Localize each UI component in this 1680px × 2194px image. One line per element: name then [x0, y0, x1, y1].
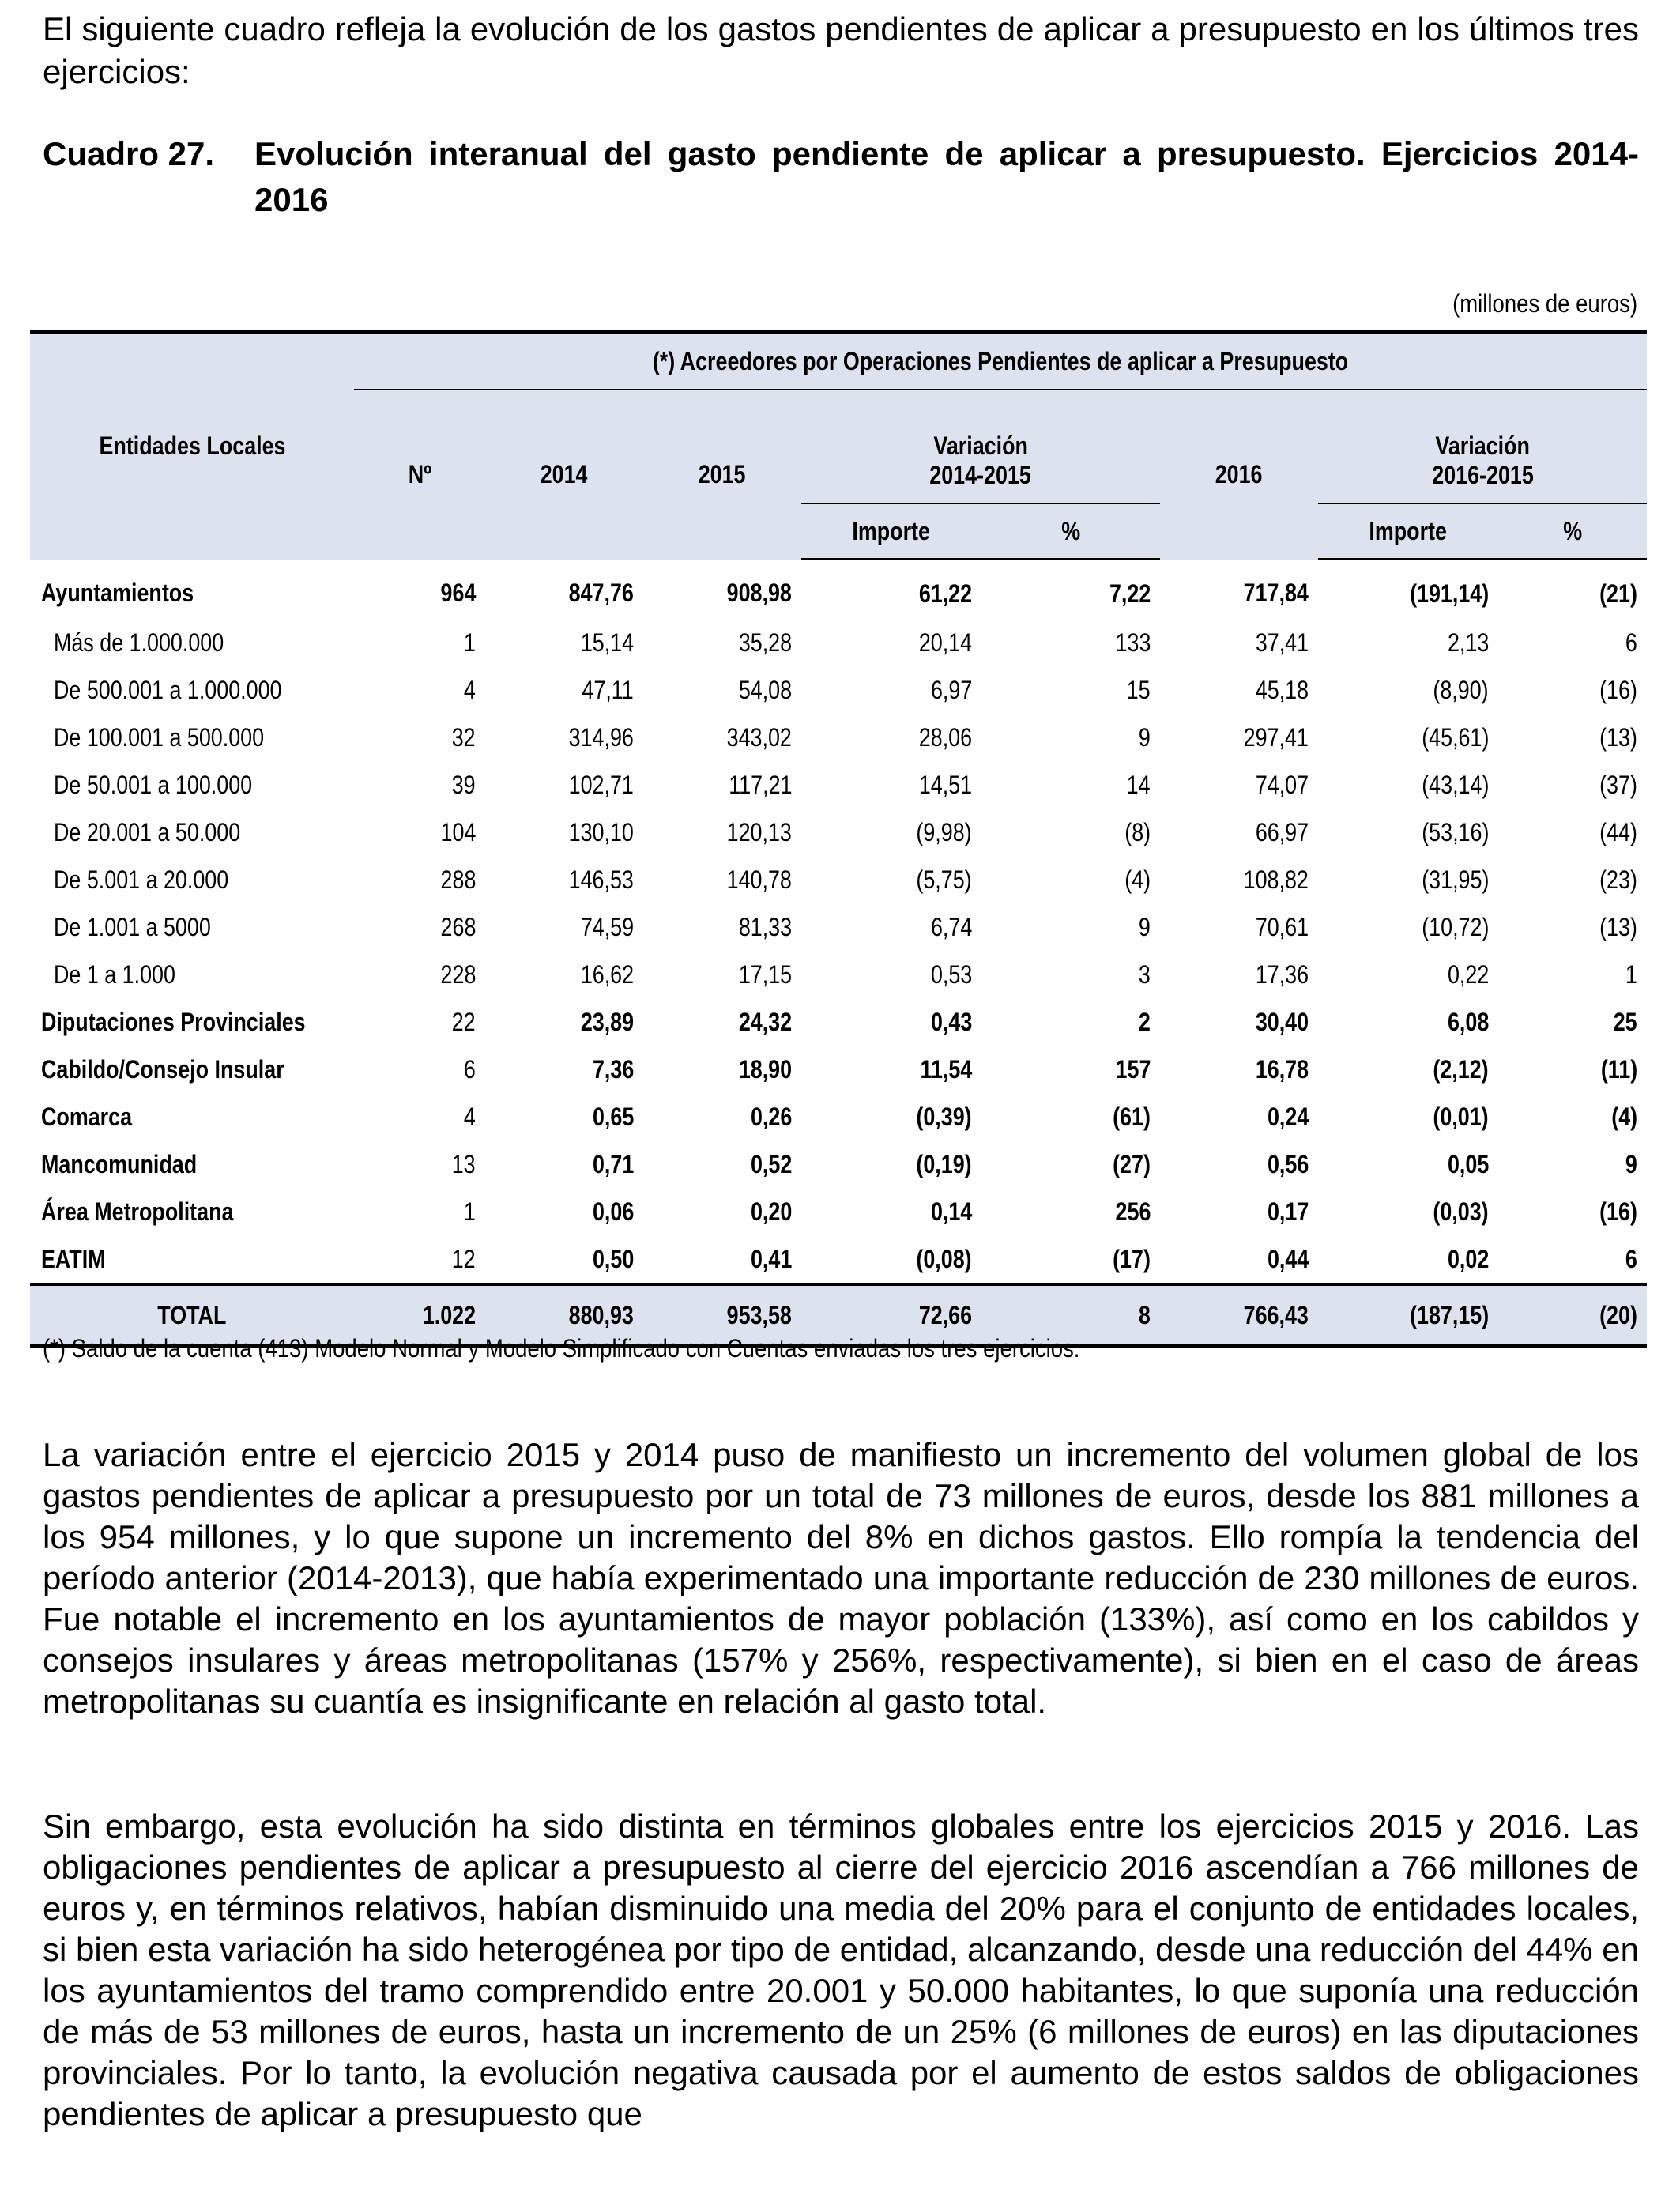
row-name: Comarca: [41, 1102, 133, 1131]
row-2015: 81,33: [738, 912, 792, 941]
caption-number: Cuadro 27.: [43, 135, 215, 172]
row-2014: 847,76: [568, 578, 634, 607]
table-row: [30, 903, 1647, 951]
row-2015: 343,02: [726, 722, 792, 752]
row-importe-1: 6,97: [930, 675, 972, 704]
row-2015: 54,08: [738, 675, 792, 704]
table-row: [30, 761, 1647, 809]
row-importe-2: (53,16): [1421, 817, 1489, 846]
row-2014: 130,10: [568, 817, 634, 846]
row-n: 1: [464, 1197, 476, 1226]
row-name: Área Metropolitana: [41, 1197, 234, 1226]
row-pct-2: 6: [1625, 1244, 1638, 1273]
row-2015: 0,41: [750, 1244, 792, 1273]
row-pct-1: (61): [1113, 1102, 1151, 1131]
total-2014: 880,93: [485, 1284, 643, 1346]
row-2016: 0,24: [1267, 1102, 1309, 1131]
row-n: 228: [440, 959, 476, 989]
row-importe-1: 28,06: [918, 722, 972, 752]
row-pct-1: 9: [1139, 912, 1151, 941]
row-importe-2: (0,01): [1433, 1102, 1489, 1131]
row-importe-1: (0,08): [916, 1244, 972, 1273]
row-name: De 500.001 a 1.000.000: [54, 675, 282, 704]
row-pct-1: 3: [1139, 959, 1151, 989]
row-importe-2: (191,14): [1409, 579, 1489, 608]
row-n: 12: [452, 1244, 476, 1273]
expense-table: [30, 330, 1647, 1348]
row-2015: 24,32: [738, 1007, 792, 1036]
header-2016: 2016: [1160, 390, 1318, 560]
row-n: 268: [440, 912, 476, 941]
row-2016: 717,84: [1243, 578, 1309, 607]
row-name: De 100.001 a 500.000: [54, 722, 265, 752]
row-pct-2: (37): [1599, 770, 1638, 799]
row-pct-1: 2: [1139, 1007, 1151, 1036]
row-importe-1: 0,14: [930, 1197, 972, 1226]
row-importe-2: 2,13: [1447, 628, 1489, 657]
row-2014: 23,89: [580, 1007, 634, 1036]
row-pct-2: (44): [1599, 817, 1638, 846]
row-2015: 908,98: [726, 578, 792, 607]
row-name: De 50.001 a 100.000: [54, 770, 253, 799]
row-2016: 30,40: [1255, 1007, 1309, 1036]
row-2016: 37,41: [1255, 628, 1309, 657]
row-importe-2: (31,95): [1421, 865, 1489, 894]
row-pct-1: 9: [1139, 722, 1151, 752]
total-2015: 953,58: [643, 1284, 801, 1346]
row-pct-2: 25: [1614, 1007, 1638, 1036]
row-n: 6: [464, 1054, 476, 1084]
row-pct-2: (13): [1599, 912, 1638, 941]
header-importe-2: Importe: [1318, 503, 1498, 560]
row-pct-1: 15: [1127, 675, 1151, 704]
row-importe-1: 11,54: [920, 1054, 972, 1084]
header-pct-1: %: [981, 503, 1160, 560]
row-n: 104: [440, 817, 476, 846]
row-importe-1: (5,75): [916, 865, 972, 894]
row-2014: 74,59: [580, 912, 634, 941]
table-row: [30, 1188, 1647, 1235]
row-importe-1: 0,43: [930, 1007, 972, 1036]
row-importe-2: (43,14): [1421, 770, 1489, 799]
row-name: Ayuntamientos: [41, 578, 194, 607]
table-caption: [43, 131, 1639, 223]
row-2016: 108,82: [1243, 865, 1309, 894]
table-row: [30, 809, 1647, 856]
total-pct-1: 8: [981, 1284, 1160, 1346]
row-2015: 0,26: [750, 1102, 792, 1131]
row-2015: 120,13: [726, 817, 792, 846]
row-pct-2: (13): [1599, 722, 1638, 752]
row-pct-1: 133: [1115, 628, 1151, 657]
table-row: [30, 1140, 1647, 1188]
row-pct-2: (21): [1599, 579, 1638, 608]
row-pct-2: (11): [1600, 1054, 1638, 1084]
row-2014: 15,14: [580, 628, 634, 657]
body-paragraph-2: Sin embargo, esta evolución ha sido distinta en términos globales entre los ejercicios 2015 y 2016. Las obligaciones pendientes de aplicar a presupuesto al cierre del ejercicio 2016 ascendían a 766 millones de euros y, en términos relativos, habían disminuido una media del 20% para el conjunto de entidades locales, si bien esta variación ha sido heterogénea por tipo de entidad, alcanzando, desde una reducción del 44% en los ayuntamientos del tramo comprendido entre 20.001 y 50.000 habitantes, lo que suponía una reducción de más de 53 millones de euros, hasta un incremento de un 25% (6 millones de euros) en las diputaciones provinciales. Por lo tanto, la evolución negativa causada por el aumento de estos saldos de obligaciones pendientes de aplicar a presupuesto que: [43, 1808, 1639, 2132]
total-importe-1: 72,66: [801, 1284, 981, 1346]
row-2014: 16,62: [580, 959, 634, 989]
units-label: (millones de euros): [1452, 289, 1637, 318]
row-n: 1: [464, 628, 476, 657]
row-name: Diputaciones Provinciales: [41, 1007, 306, 1036]
row-name: De 20.001 a 50.000: [54, 817, 241, 846]
row-2016: 17,36: [1255, 959, 1309, 989]
row-name: Cabildo/Consejo Insular: [41, 1054, 284, 1084]
total-2016: 766,43: [1160, 1284, 1318, 1346]
row-n: 4: [464, 675, 476, 704]
row-2014: 0,06: [592, 1197, 634, 1226]
row-2014: 102,71: [568, 770, 634, 799]
row-2014: 314,96: [568, 722, 634, 752]
total-importe-2: (187,15): [1318, 1284, 1498, 1346]
header-2015: 2015: [643, 390, 801, 560]
row-pct-2: (4): [1611, 1102, 1638, 1131]
header-variation-2016-2015: Variación 2016-2015: [1318, 390, 1647, 503]
row-name: De 5.001 a 20.000: [54, 865, 229, 894]
row-2014: 0,50: [592, 1244, 634, 1273]
header-2014: 2014: [485, 390, 643, 560]
header-variation-2014-2015: Variación 2014-2015: [801, 390, 1160, 503]
row-2015: 0,52: [750, 1149, 792, 1178]
row-pct-1: (17): [1113, 1244, 1151, 1273]
row-pct-1: (8): [1124, 817, 1151, 846]
row-importe-2: (45,61): [1421, 722, 1489, 752]
row-2015: 0,20: [750, 1197, 792, 1226]
header-pct-2: %: [1498, 503, 1647, 560]
row-2014: 0,71: [592, 1149, 634, 1178]
row-importe-2: (2,12): [1433, 1054, 1489, 1084]
row-name: Más de 1.000.000: [54, 628, 224, 657]
row-name: Mancomunidad: [41, 1149, 198, 1178]
table-row: [30, 560, 1647, 620]
row-name: De 1.001 a 5000: [54, 912, 211, 941]
table-row: [30, 714, 1647, 761]
row-n: 22: [452, 1007, 476, 1036]
table-row: [30, 856, 1647, 903]
row-pct-1: (4): [1124, 865, 1151, 894]
body-paragraph-1: La variación entre el ejercicio 2015 y 2014 puso de manifiesto un incremento del volumen global de los gastos pendientes de aplicar a presupuesto por un total de 73 millones de euros, desde los 881 millones a los 954 millones, y lo que supone un incremento del 8% en dichos gastos. Ello rompía la tendencia del período anterior (2014-2013), que había experimentado una importante reducción de 230 millones de euros. Fue notable el incremento en los ayuntamientos de mayor población (133%), así como en los cabildos y consejos insulares y áreas metropolitanas (157% y 256%, respectivamente), si bien en el caso de áreas metropolitanas su cuantía es insignificante en relación al gasto total.: [43, 1436, 1639, 1720]
header-n: Nº: [354, 390, 485, 560]
total-label: TOTAL: [30, 1284, 354, 1346]
row-2015: 17,15: [738, 959, 792, 989]
row-2014: 47,11: [582, 675, 634, 704]
intro-paragraph: El siguiente cuadro refleja la evolución de los gastos pendientes de aplicar a presupuesto en los últimos tres ejercicios:: [43, 10, 1639, 90]
row-n: 964: [440, 578, 476, 607]
table-row: [30, 951, 1647, 998]
row-name: De 1 a 1.000: [54, 959, 175, 989]
row-2015: 18,90: [738, 1054, 792, 1084]
row-2015: 35,28: [738, 628, 792, 657]
row-pct-2: (23): [1599, 865, 1638, 894]
row-pct-2: (16): [1599, 1197, 1638, 1226]
row-n: 39: [452, 770, 476, 799]
table-row: [30, 1046, 1647, 1093]
row-2016: 0,56: [1267, 1149, 1309, 1178]
row-name: EATIM: [41, 1244, 106, 1273]
row-2014: 0,65: [592, 1102, 634, 1131]
row-importe-2: (10,72): [1421, 912, 1489, 941]
row-n: 288: [440, 865, 476, 894]
caption-title: Evolución interanual del gasto pendiente de aplicar a presupuesto. Ejercicios 2014-2016: [254, 135, 1639, 218]
header-group: (*) Acreedores por Operaciones Pendientes de aplicar a Presupuesto: [354, 332, 1647, 390]
row-importe-2: 0,02: [1447, 1244, 1489, 1273]
table-row: [30, 619, 1647, 666]
row-pct-1: (27): [1113, 1149, 1151, 1178]
row-2014: 146,53: [568, 865, 634, 894]
row-2015: 117,21: [728, 770, 792, 799]
row-2016: 0,44: [1267, 1244, 1309, 1273]
header-entity: Entidades Locales: [30, 332, 354, 560]
row-pct-2: 6: [1625, 628, 1638, 657]
row-importe-2: (8,90): [1433, 675, 1489, 704]
table-row: [30, 666, 1647, 714]
row-n: 13: [452, 1149, 476, 1178]
row-importe-1: 0,53: [930, 959, 972, 989]
table-row: [30, 1235, 1647, 1284]
row-importe-1: (9,98): [916, 817, 972, 846]
table-footnote: (*) Saldo de la cuenta (413) Modelo Normal y Modelo Simplificado con Cuentas enviadas los tres ejercicios.: [43, 1334, 1080, 1363]
row-n: 32: [452, 722, 476, 752]
row-n: 4: [464, 1102, 476, 1131]
table-row: [30, 998, 1647, 1046]
row-importe-2: 6,08: [1447, 1007, 1489, 1036]
row-importe-2: 0,05: [1447, 1149, 1489, 1178]
row-2014: 7,36: [592, 1054, 634, 1084]
row-2016: 70,61: [1255, 912, 1309, 941]
row-pct-2: 1: [1625, 959, 1638, 989]
row-importe-1: 61,22: [918, 579, 972, 608]
row-2016: 297,41: [1243, 722, 1309, 752]
row-importe-1: (0,39): [916, 1102, 972, 1131]
row-importe-1: 20,14: [918, 628, 972, 657]
table-row: [30, 1093, 1647, 1140]
row-2016: 16,78: [1255, 1054, 1309, 1084]
row-importe-1: (0,19): [916, 1149, 972, 1178]
row-pct-1: 157: [1115, 1054, 1151, 1084]
row-2016: 66,97: [1255, 817, 1309, 846]
row-2015: 140,78: [726, 865, 792, 894]
row-importe-1: 6,74: [930, 912, 972, 941]
total-pct-2: (20): [1498, 1284, 1647, 1346]
row-pct-1: 256: [1115, 1197, 1151, 1226]
row-pct-1: 14: [1127, 770, 1151, 799]
row-importe-2: (0,03): [1433, 1197, 1489, 1226]
row-2016: 74,07: [1255, 770, 1309, 799]
row-pct-2: (16): [1599, 675, 1638, 704]
total-n: 1.022: [354, 1284, 485, 1346]
row-2016: 0,17: [1267, 1197, 1309, 1226]
row-pct-2: 9: [1625, 1149, 1638, 1178]
header-importe-1: Importe: [801, 503, 981, 560]
row-importe-1: 14,51: [918, 770, 972, 799]
row-pct-1: 7,22: [1109, 579, 1151, 608]
row-2016: 45,18: [1255, 675, 1309, 704]
row-importe-2: 0,22: [1447, 959, 1489, 989]
